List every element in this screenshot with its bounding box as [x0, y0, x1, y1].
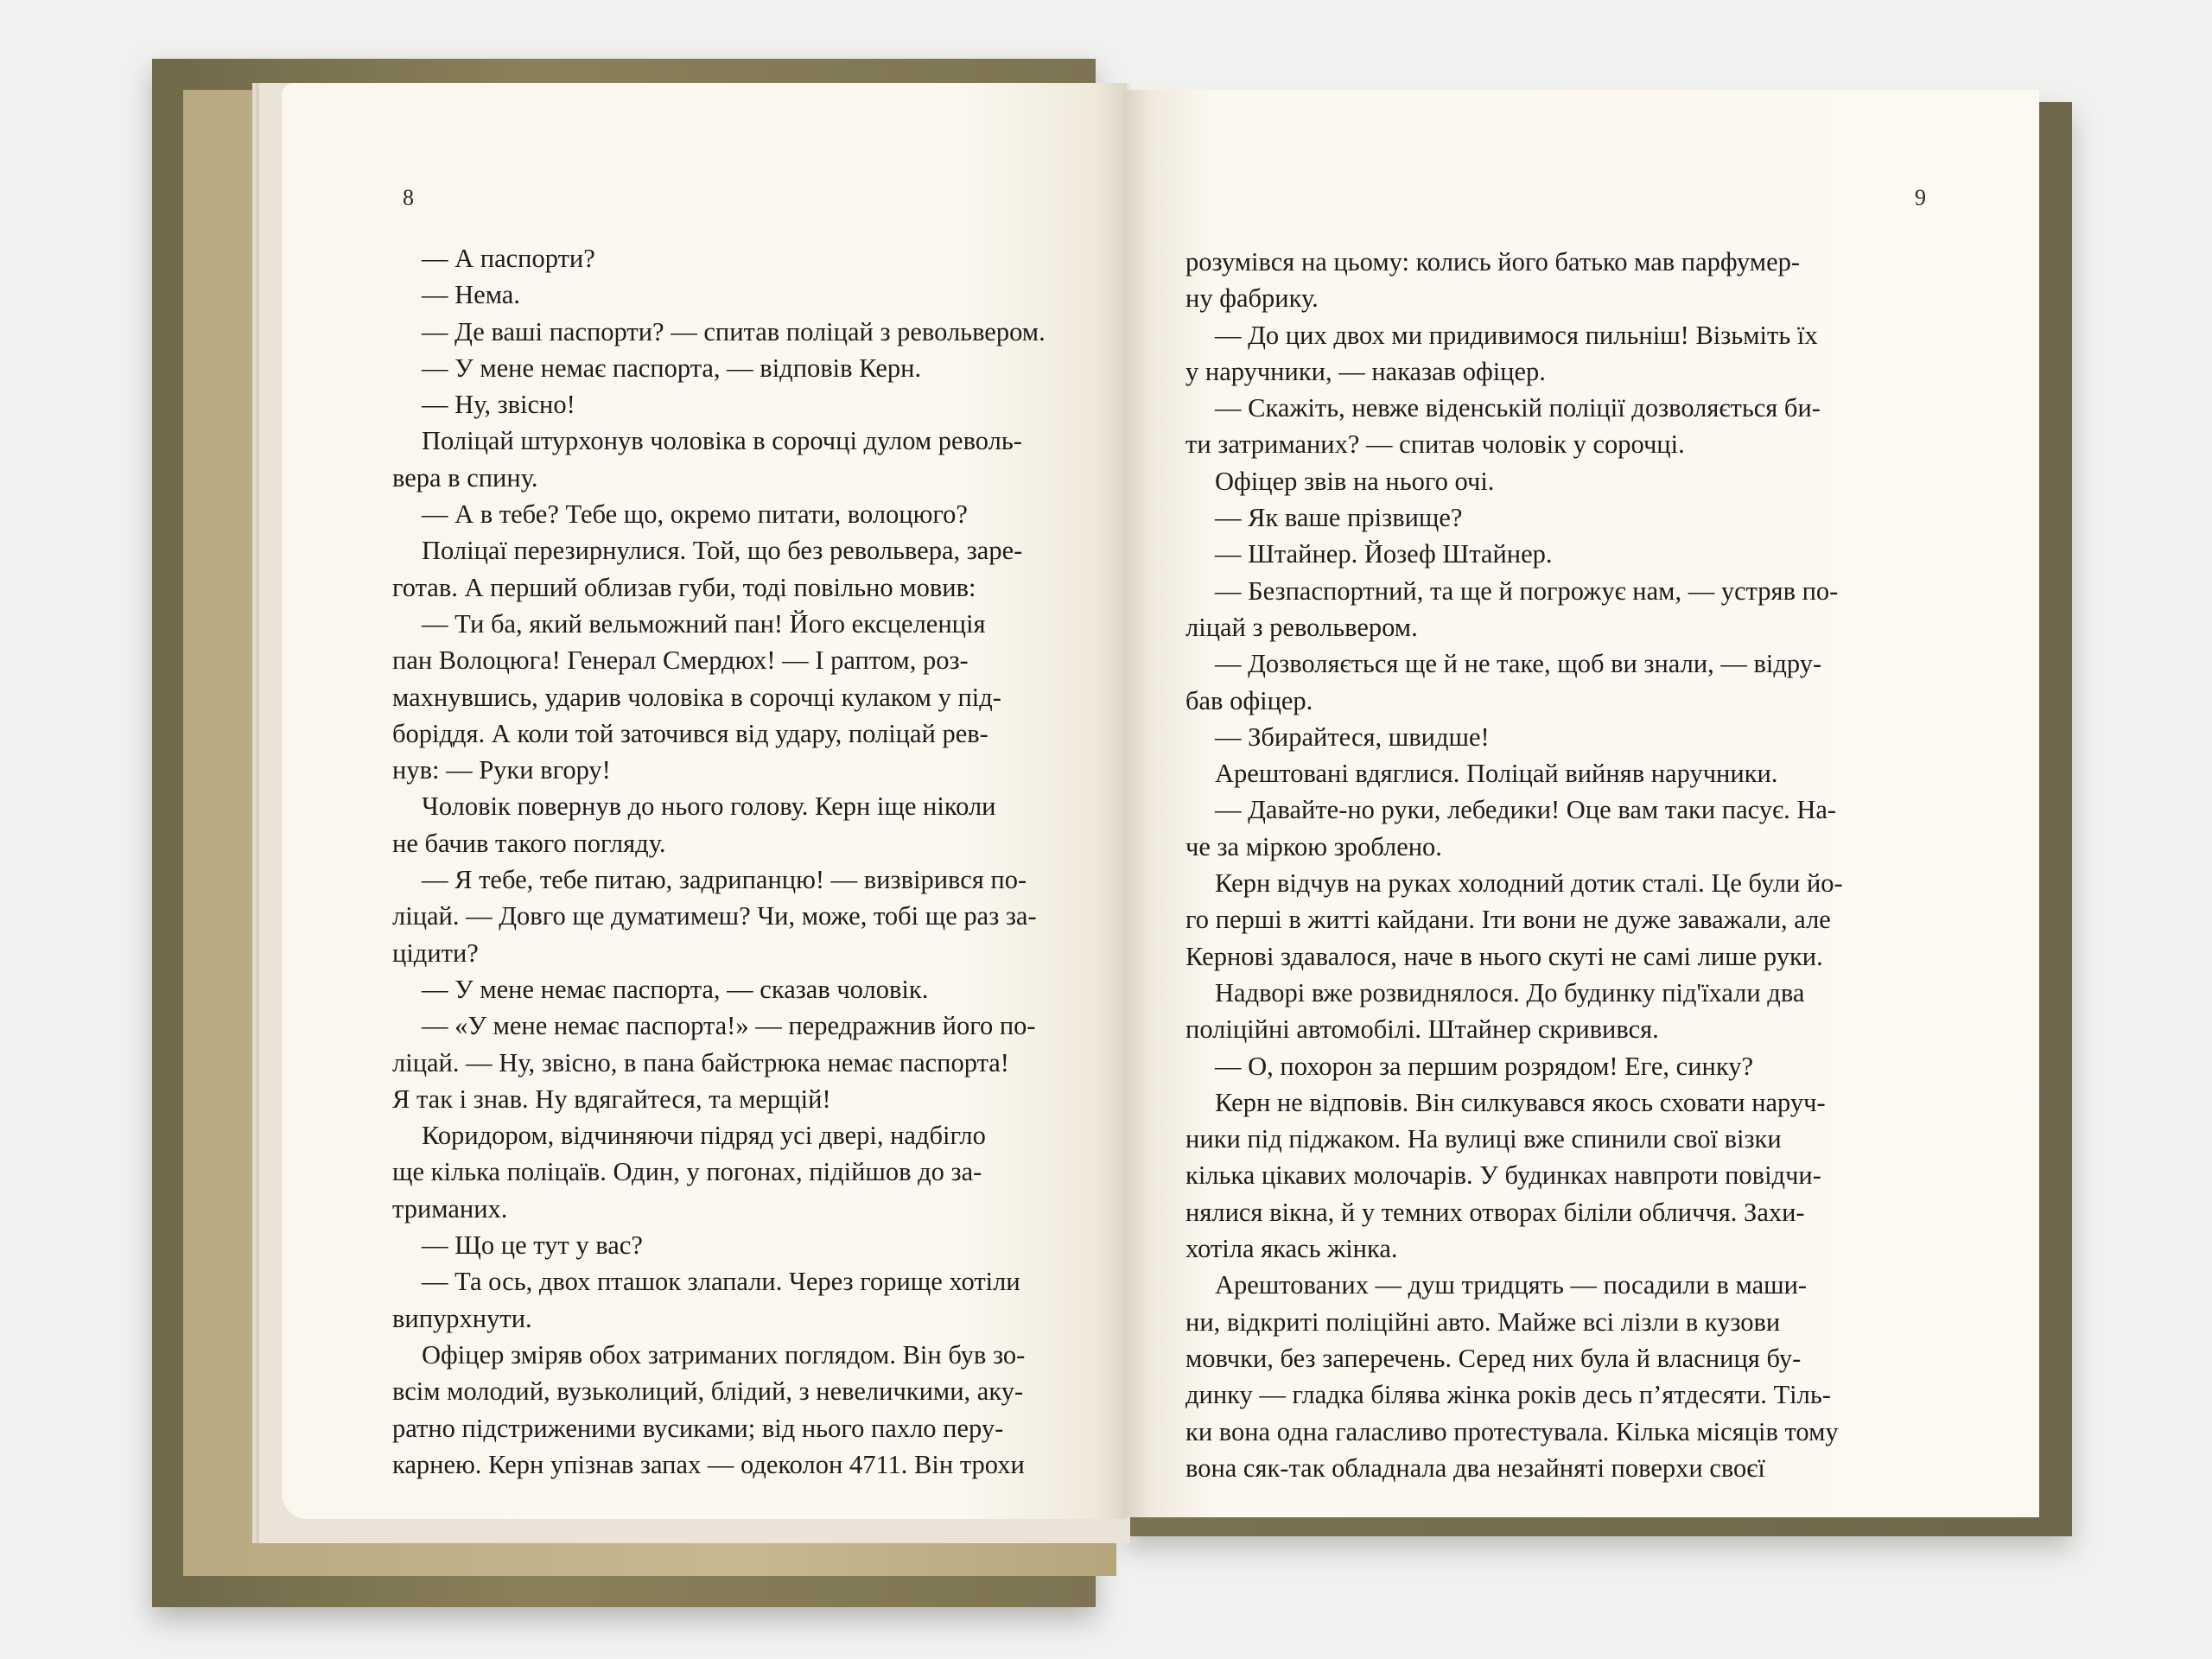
left-page	[282, 83, 1127, 1519]
text-line: не бачив такого погляду.	[392, 828, 666, 858]
right-page	[1123, 90, 2039, 1517]
text-line: Керн відчув на руках холодний дотик сталі. Це були йо-	[1215, 868, 1843, 899]
text-line: — У мене немає паспорта, — сказав чоловік.	[422, 974, 929, 1004]
text-line: Поліцай штурхонув чоловіка в сорочці дулом револь-	[422, 426, 1022, 456]
text-line: вера в спину.	[392, 462, 538, 493]
text-line: — О, похорон за першим розрядом! Еге, синку?	[1215, 1051, 1754, 1081]
text-line: Офіцер зміряв обох затриманих поглядом. Він був зо-	[422, 1339, 1026, 1370]
right-page-text	[1185, 244, 1929, 1486]
text-line: Чоловік повернув до нього голову. Керн іще ніколи	[422, 791, 996, 822]
text-line: ники під піджаком. На вулиці вже спинили свої візки	[1185, 1124, 1782, 1154]
text-line: нув: — Руки вгору!	[392, 755, 611, 785]
text-line: ни, відкриті поліційні авто. Майже всі лізли в кузови	[1185, 1306, 1781, 1337]
text-line: — Я тебе, тебе питаю, задрипанцю! — визвірився по-	[422, 865, 1027, 895]
text-line: Арештовані вдяглися. Поліцай вийняв наручники.	[1215, 759, 1778, 789]
text-line: Коридором, відчиняючи підряд усі двері, надбігло	[422, 1121, 986, 1151]
text-line: ліцай з револьвером.	[1185, 612, 1418, 642]
text-line: хотіла якась жінка.	[1185, 1234, 1398, 1264]
text-line: — Дозволяється ще й не таке, щоб ви знали, — відру-	[1215, 649, 1822, 679]
text-line: Я так і знав. Ну вдягайтеся, та мерщій!	[392, 1084, 831, 1114]
text-line: нялися вікна, й у темних отворах біліли обличчя. Захи-	[1185, 1197, 1805, 1227]
text-line: ліцай. — Ну, звісно, в пана байстрюка немає паспорта!	[392, 1047, 1009, 1077]
text-line: — А в тебе? Тебе що, окремо питати, волоцюго?	[422, 499, 968, 530]
text-line: Керн не відповів. Він силкувався якось сховати наруч-	[1215, 1087, 1826, 1117]
text-line: мовчки, без заперечень. Серед них була й власниця бу-	[1185, 1343, 1802, 1373]
text-line: боріддя. А коли той заточився від удару, поліцай рев-	[392, 718, 988, 748]
text-line: — Збирайтеся, швидше!	[1215, 721, 1490, 752]
text-line: — Скажіть, невже віденській поліції дозволяється би-	[1215, 393, 1821, 423]
text-line: — Нема.	[422, 280, 520, 310]
text-line: у наручники, — наказав офіцер.	[1185, 356, 1546, 386]
text-line: — Ти ба, який вельможний пан! Його ексцеленція	[422, 608, 986, 639]
text-line: карнею. Керн упізнав запах — одеколон 4711. Він трохи	[392, 1449, 1025, 1479]
text-line: Офіцер звів на нього очі.	[1215, 466, 1495, 496]
text-line: розумівся на цьому: колись його батько мав парфумер-	[1185, 247, 1801, 276]
text-line: триманих.	[392, 1193, 508, 1224]
text-line: че за міркою зроблено.	[1185, 831, 1442, 861]
text-line: — Як ваше прізвище?	[1215, 503, 1463, 533]
text-line: Надворі вже розвиднялося. До будинку під'їхали два	[1215, 977, 1805, 1007]
text-line: — До цих двох ми придивимося пильніш! Візьміть їх	[1215, 320, 1818, 350]
text-line: бав офіцер.	[1185, 685, 1313, 715]
text-line: ну фабрику.	[1185, 283, 1319, 314]
text-line: готав. А перший облизав губи, тоді повільно мовив:	[392, 572, 976, 602]
text-line: ки вона одна галасливо протестувала. Кілька місяців тому	[1185, 1416, 1839, 1446]
text-line: Поліцаї перезирнулися. Той, що без револьвера, заре-	[422, 536, 1023, 566]
text-line: — Що це тут у вас?	[422, 1230, 643, 1261]
text-line: кілька цікавих молочарів. У будинках навпроти повідчи-	[1185, 1160, 1821, 1191]
text-line: — Ну, звісно!	[422, 390, 575, 420]
text-line: випурхнути.	[392, 1303, 532, 1333]
text-line: — Де ваші паспорти? — спитав поліцай з револьвером.	[422, 316, 1046, 346]
text-line: — Безпаспортний, та ще й погрожує нам, — устряв по-	[1215, 575, 1839, 606]
page-number-right: 9	[1915, 185, 1926, 210]
text-line: махнувшись, ударив чоловіка в сорочці кулаком у під-	[392, 682, 1001, 712]
text-line: — А паспорти?	[422, 244, 595, 273]
text-line: ти затриманих? — спитав чоловік у сорочці.	[1185, 429, 1685, 460]
text-line: — Та ось, двох пташок злапали. Через горище хотіли	[422, 1267, 1020, 1297]
text-line: Арештованих — душ тридцять — посадили в маши-	[1215, 1270, 1808, 1300]
text-line: цідити?	[392, 938, 479, 968]
text-line: — Штайнер. Йозеф Штайнер.	[1215, 539, 1553, 569]
text-line: — У мене немає паспорта, — відповів Керн.	[422, 353, 922, 383]
text-line: — Давайте-но руки, лебедики! Оце вам таки пасує. На-	[1215, 795, 1837, 825]
text-line: го перші в житті кайдани. Іти вони не дуже заважали, але	[1185, 905, 1831, 935]
text-line: динку — гладка білява жінка років десь п’ятдесяти. Тіль-	[1185, 1380, 1831, 1410]
text-line: ратно підстриженими вусиками; від нього пахло перу-	[392, 1413, 1004, 1443]
text-line: поліційні автомобілі. Штайнер скривився.	[1185, 1014, 1659, 1045]
page-number-left: 8	[403, 185, 414, 210]
text-line: ліцай. — Довго ще думатимеш? Чи, може, тобі ще раз за-	[392, 901, 1037, 931]
text-line: всім молодий, вузьколиций, блідий, з невеличкими, аку-	[392, 1376, 1024, 1407]
text-line: пан Волоцюга! Генерал Смердюх! — І раптом, роз-	[392, 645, 969, 676]
text-line: ще кілька поліцаїв. Один, у погонах, підійшов до за-	[392, 1157, 982, 1187]
text-line: вона сяк-так обладнала два незайняті поверхи своєї	[1185, 1452, 1765, 1483]
left-page-text	[392, 240, 1097, 1483]
text-line: — «У мене немає паспорта!» — передражнив його по-	[422, 1011, 1036, 1041]
text-line: Кернові здавалося, наче в нього скуті не самі лише руки.	[1185, 941, 1823, 971]
